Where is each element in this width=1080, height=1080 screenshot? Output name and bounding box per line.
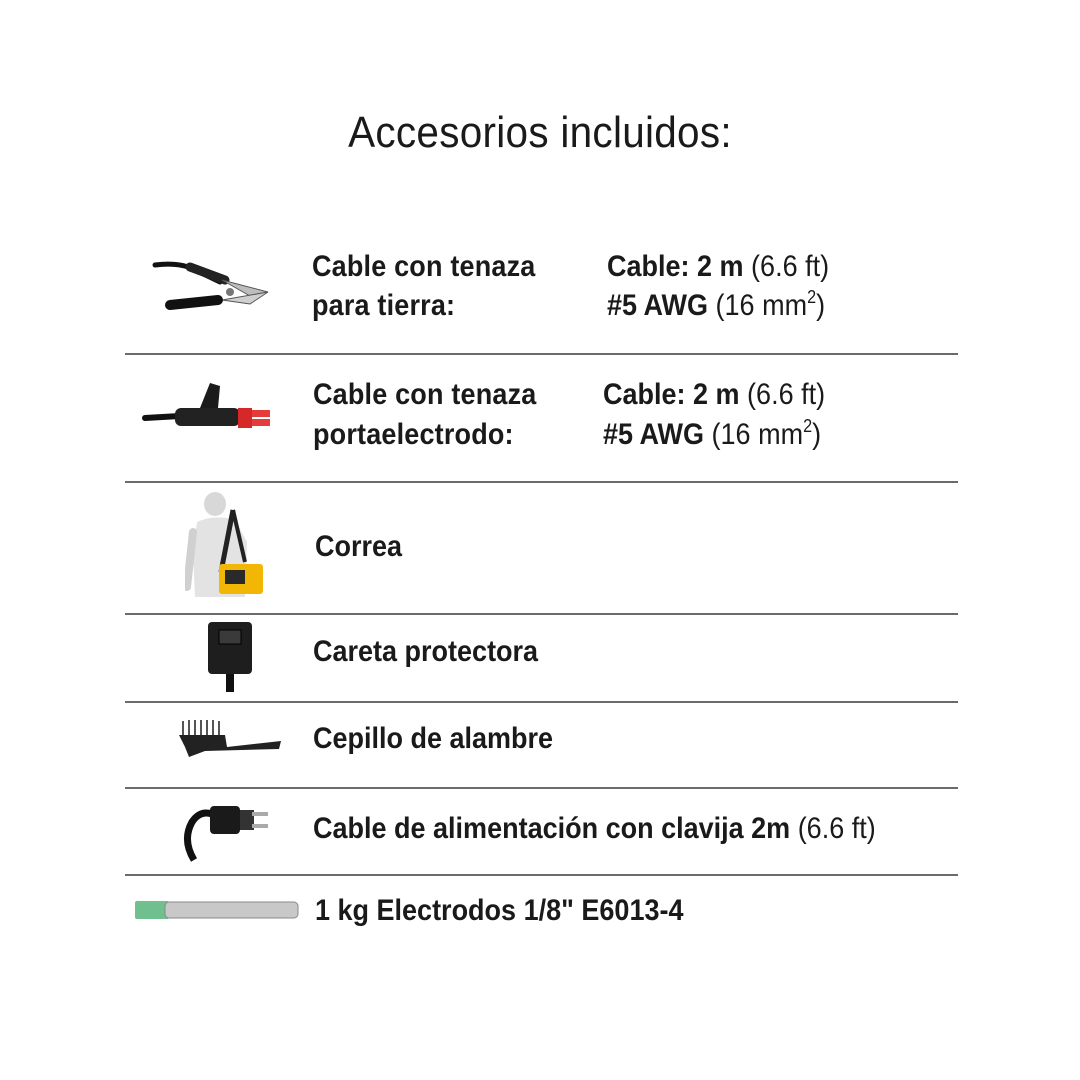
welding-mask-icon (205, 620, 255, 697)
spec-bold: Cable: 2 m (607, 250, 744, 283)
row-divider (125, 353, 958, 355)
item-label: portaelectrodo: (313, 418, 514, 451)
row-divider (125, 613, 958, 615)
item-spec (603, 376, 825, 414)
spec-bold: Cable: 2 m (603, 378, 740, 411)
electrode-rod-icon (135, 897, 300, 928)
electrode-holder-icon (140, 378, 280, 458)
row-divider (125, 787, 958, 789)
spec-normal: (6.6 ft) (751, 250, 830, 283)
item-label: 1 kg Electrodos 1/8" E6013-4 (315, 894, 684, 927)
spec-bold: #5 AWG (607, 289, 709, 322)
item-label: Cable con tenaza (312, 250, 536, 283)
item-label: para tierra: (312, 289, 456, 322)
row-divider (125, 874, 958, 876)
spec-sup: 2 (803, 416, 813, 436)
item-label: Careta protectora (313, 635, 539, 668)
item-spec (603, 416, 821, 454)
spec-close: ) (812, 418, 822, 451)
item-label: Correa (315, 530, 403, 563)
power-plug-icon (182, 800, 272, 870)
item-label (313, 812, 876, 846)
ground-clamp-icon (150, 250, 280, 330)
plug-label-normal: (6.6 ft) (797, 812, 876, 845)
row-divider (125, 481, 958, 483)
item-spec (607, 248, 829, 286)
spec-close: ) (816, 289, 826, 322)
row-divider (125, 701, 958, 703)
strap-icon (185, 492, 275, 609)
item-label: Cepillo de alambre (313, 722, 554, 755)
wire-brush-icon (175, 715, 285, 765)
spec-bold: #5 AWG (603, 418, 705, 451)
item-label: Cable con tenaza (313, 378, 537, 411)
spec-sup: 2 (807, 287, 817, 307)
page-title: Accesorios incluidos: (348, 108, 732, 157)
plug-label: Cable de alimentación con clavija 2m (313, 812, 791, 845)
item-spec (607, 287, 825, 325)
spec-normal: (6.6 ft) (747, 378, 826, 411)
spec-normal: (16 mm (711, 418, 804, 451)
spec-normal: (16 mm (715, 289, 808, 322)
